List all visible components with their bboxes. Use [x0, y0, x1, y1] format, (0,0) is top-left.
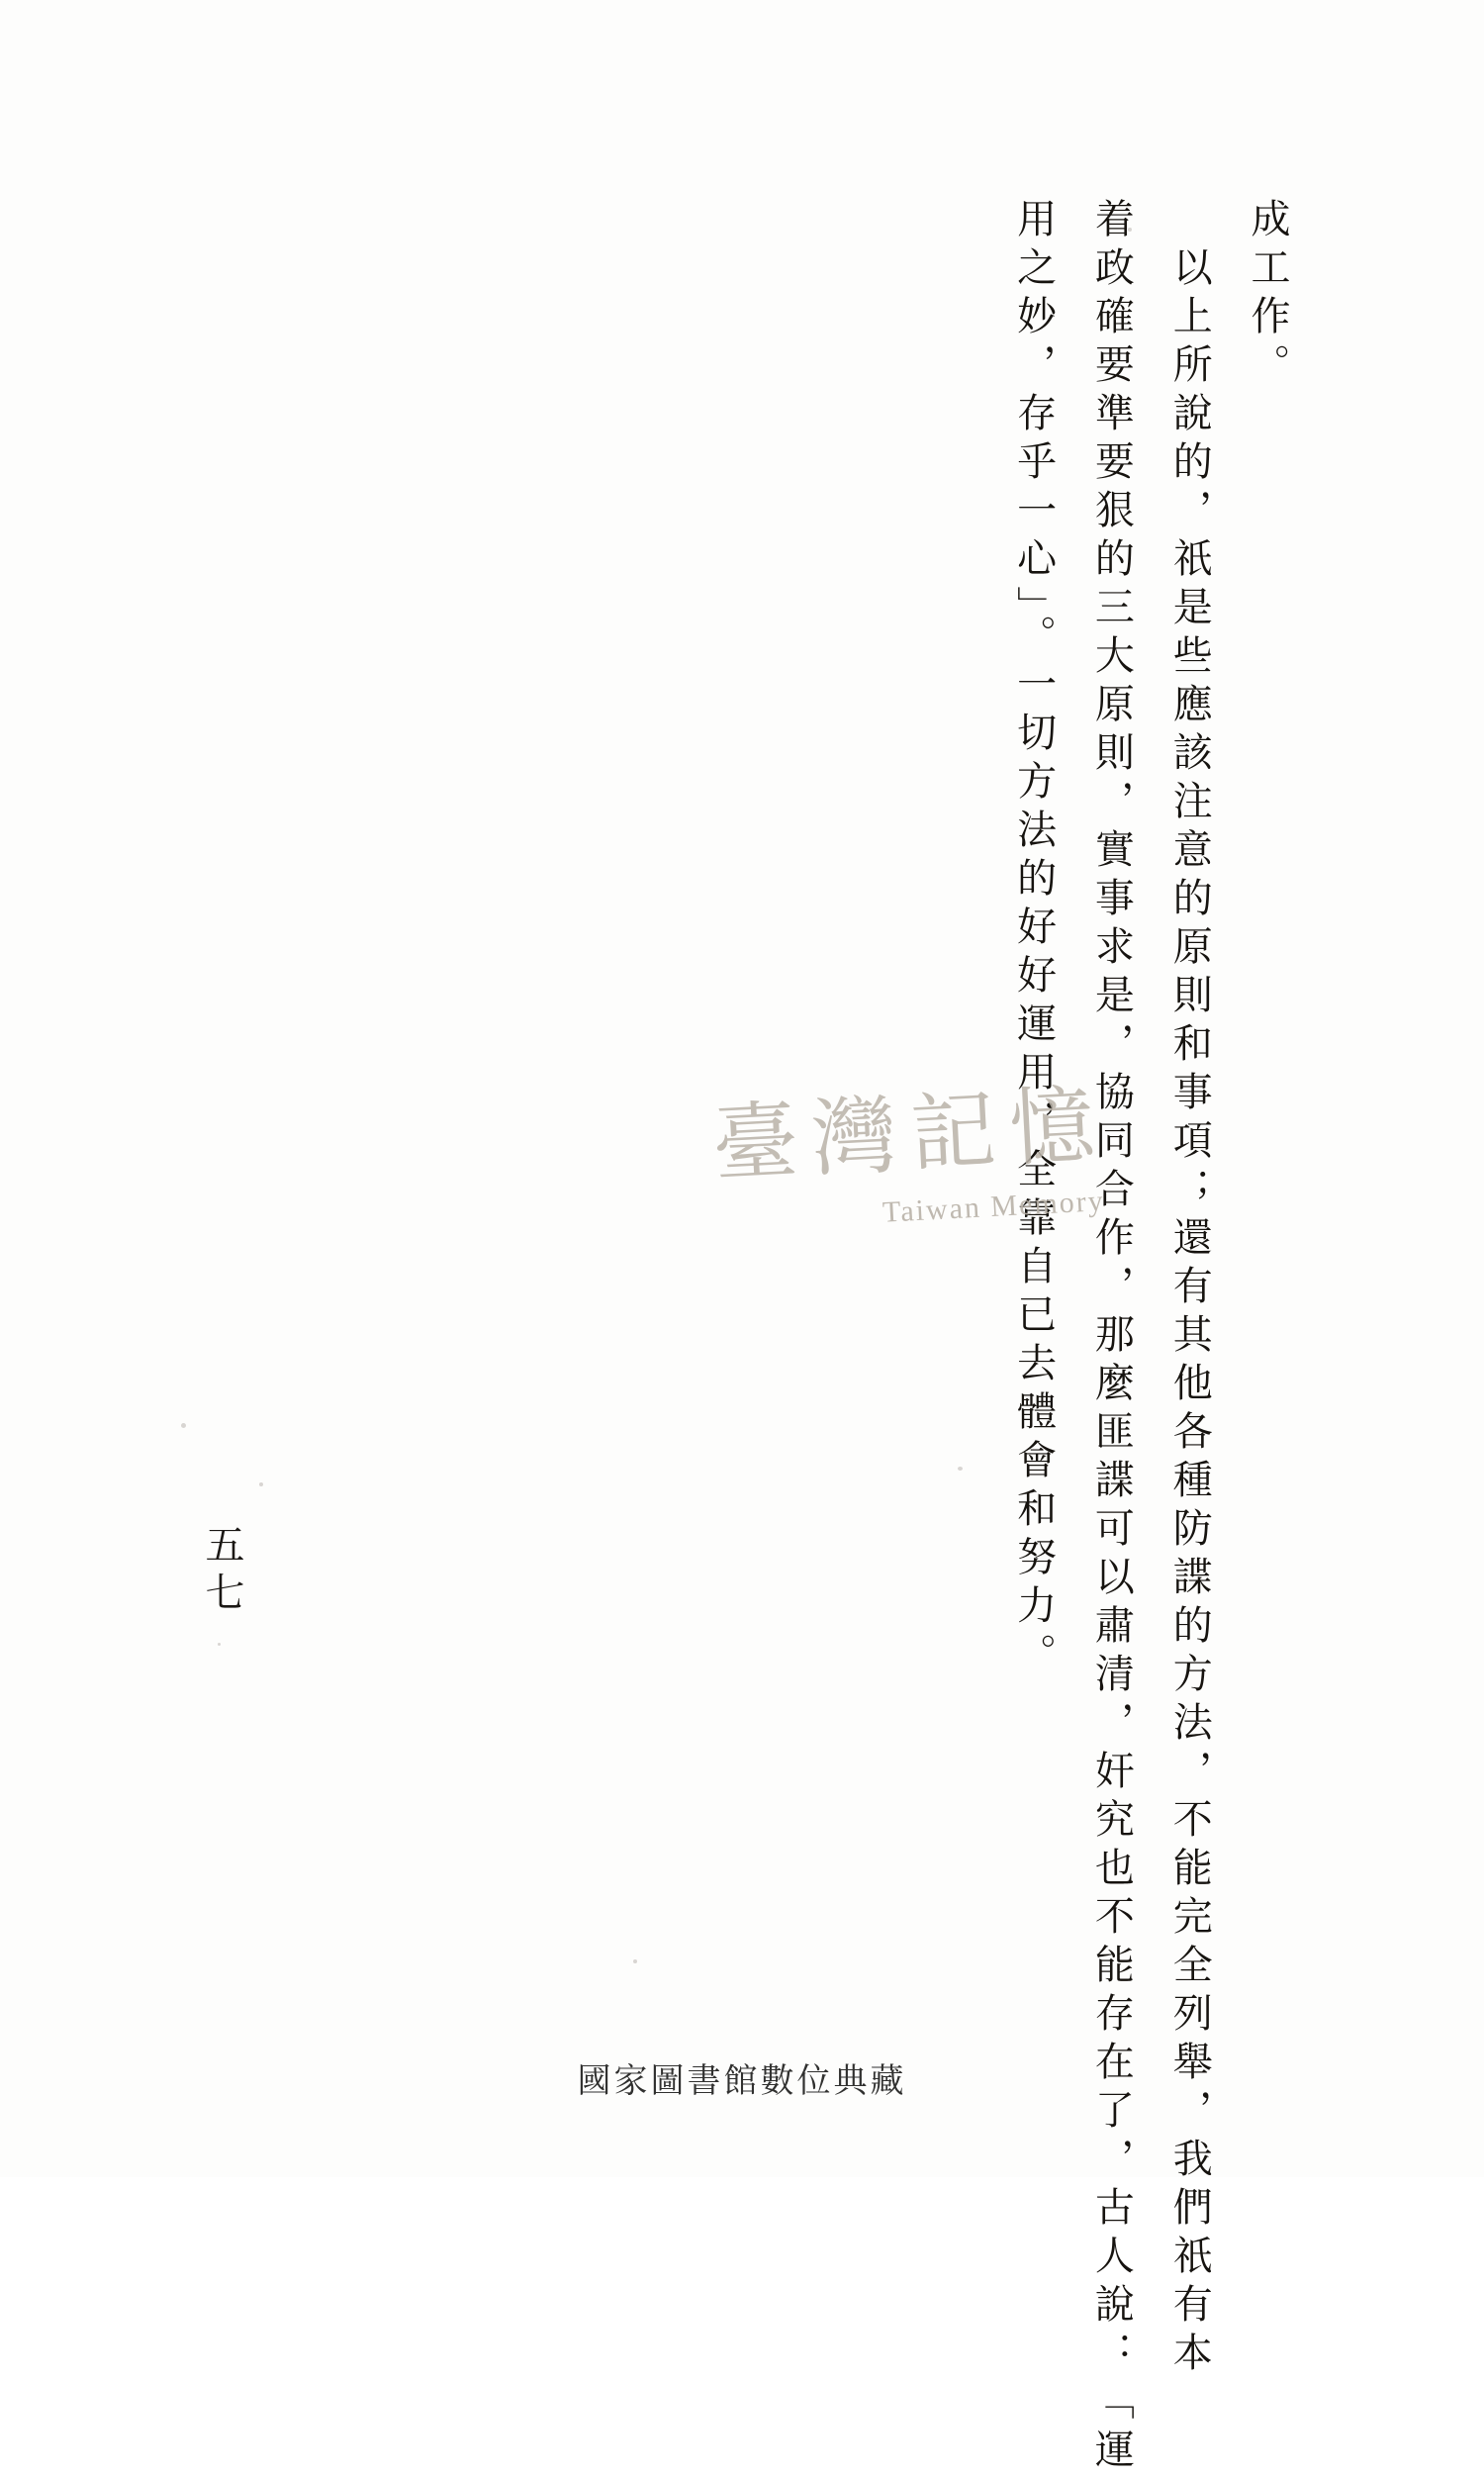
page-number: 五七 — [199, 1524, 244, 1619]
text-column: 以上所說的，祇是些應該注意的原則和事項；還有其他各種防諜的方法，不能完全列舉，我們祇有本 — [1166, 198, 1213, 2380]
scan-speckle — [633, 1959, 637, 1963]
watermark-chinese-text: 臺灣記憶 — [710, 1075, 1111, 1195]
scan-speckle — [259, 1482, 263, 1486]
watermark-english-text: Taiwan Memory — [881, 1185, 1106, 1229]
footer-credit: 國家圖書館數位典藏 — [577, 2061, 907, 2101]
text-column: 成工作。 — [1245, 198, 1290, 392]
scan-speckle — [181, 1423, 186, 1428]
scan-speckle — [958, 1467, 963, 1471]
text-column: 用之妙，存乎一心」。一切方法的好好運用，全靠自已去體會和努力。 — [1010, 198, 1057, 1681]
text-column: 着政確要準要狠的三大原則，實事求是，協同合作，那麼匪諜可以肅清，奸究也不能存在了，古人說：「運 — [1088, 198, 1135, 2477]
scan-speckle — [218, 1643, 221, 1646]
page-body-text — [994, 198, 1306, 2477]
